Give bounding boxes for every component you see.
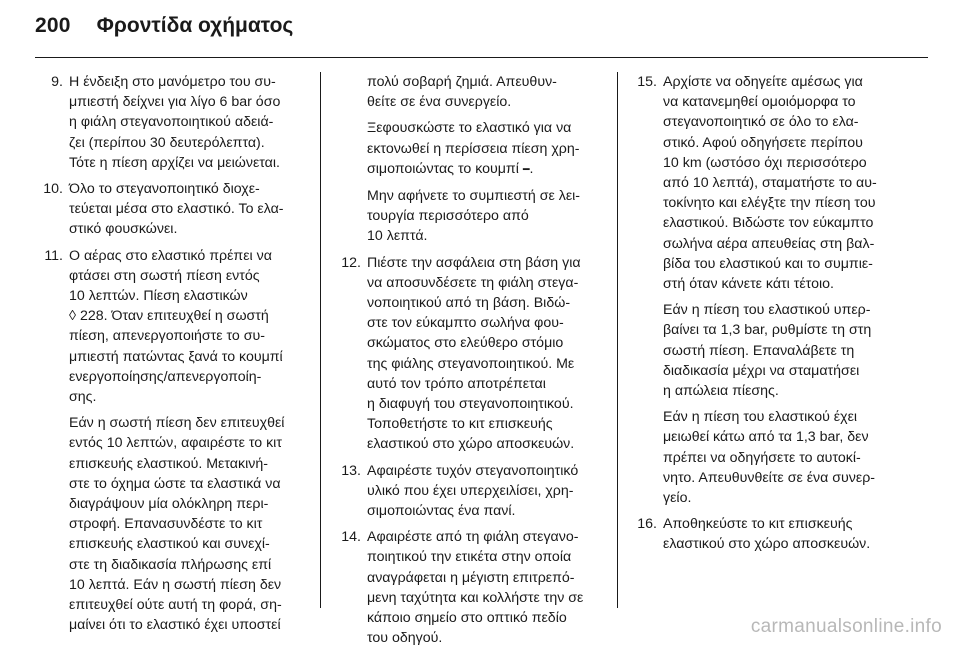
item-text: Αφαιρέστε από τη φιάλη στεγανο- ποιητικού την ετικέτα στην οποία αναγράφεται η μέγιστη επιτρεπό- μενη ταχύτητα και κολλήστε την σε κάποιο σημείο στο οπτικό πεδίο του οδηγού. [367, 529, 584, 647]
page-number: 200 [35, 14, 71, 37]
item-number: 16. [637, 516, 657, 533]
paragraph: πολύ σοβαρή ζημιά. Απευθυν- θείτε σε ένα συνεργείο. [367, 74, 557, 111]
item-number: 13. [341, 462, 361, 479]
item-text: Αποθηκεύστε το κιτ επισκευής ελαστικού στο χώρο αποσκευών. [663, 516, 871, 553]
page-reference-icon: ◊ [69, 308, 77, 325]
item-number: 14. [341, 529, 361, 546]
item-text: Όλο το στεγανοποιητικό διοχε- τεύεται μέσα στο ελαστικό. Το ελα- στικό φουσκώνει. [69, 181, 284, 238]
item-number: 12. [341, 254, 361, 271]
paragraph-part: . [529, 160, 534, 177]
watermark: carmanualsonline.info [750, 616, 942, 637]
list-item [629, 72, 904, 294]
list-item [35, 72, 310, 173]
item-text: Η ένδειξη στο μανόμετρο του συ- μπιεστή δείχνει για λίγο 6 bar όσο η φιάλη στεγανοποιητικού αδειά- ζει (περίπου 30 δευτερόλεπτα). Τότε η πίεση αρχίζει να μειώνεται. [69, 74, 281, 171]
item-text [69, 246, 310, 408]
item-number: 15. [637, 74, 657, 90]
list-item [333, 253, 605, 455]
list-item [629, 514, 904, 554]
list-item [35, 246, 310, 408]
item-text: Αρχίστε να οδηγείτε αμέσως για να κατανεμηθεί ομοιόμορφα το στεγανοποιητικό σε όλο το ελα- στικό. Αφού οδηγήσετε περίπου 10 km (ωστόσο όχι περισσότερο από 10 λεπτά), σταματήστε το αυ- τοκίνητο και ελέγξτε την πίεση του ελαστικού. Βιδώστε τον εύκαμπτο σωλήνα αέρα απευθείας στη βαλ- βίδα του ελαστικού και το συμπιε- στή όταν κάνετε κάτι τέτοιο. [663, 74, 877, 293]
list-item [333, 527, 605, 648]
column-1 [35, 72, 310, 641]
header-rule [35, 57, 928, 58]
item-number: 11. [44, 247, 63, 264]
page-title: Φροντίδα οχήματος [96, 14, 294, 37]
list-item [333, 461, 605, 522]
minus-button-icon: ━ [522, 163, 530, 176]
column-divider [320, 72, 321, 608]
paragraph: Εάν η πίεση του ελαστικού υπερ- βαίνει τα 1,3 bar, ρυθμίστε τη στη σωστή πίεση. Επαναλάβετε τη διαδικασία μέχρι να σταματήσει η απώλεια πίεσης. [663, 302, 872, 400]
page-header [35, 14, 293, 44]
paragraph: Εάν η σωστή πίεση δεν επιτευχθεί εντός 10 λεπτών, αφαιρέστε το κιτ επισκευής ελαστικού. Μετακινή- στε το όχημα ώστε τα ελαστικά να διαγράψουν μία ολόκληρη περι- στροφή. Επανασυνδέστε το κιτ επισκευής ελαστικού και συνεχί- στε τη διαδικασία πλήρωσης επί 10 λεπτά. Εάν η σωστή πίεση δεν επιτευχθεί ούτε αυτή τη φορά, ση- μαίνει ότι το ελαστικό έχει υποστεί [69, 415, 285, 634]
item-number: 10. [43, 181, 63, 198]
item-text: Αφαιρέστε τυχόν στεγανοποιητικό υλικό που έχει υπερχειλίσει, χρη- σιμοποιώντας ένα πανί. [367, 462, 579, 520]
item-text: Πιέστε την ασφάλεια στη βάση για να αποσυνδέσετε τη φιάλη στεγα- νοποιητικού από τη βάση. Βιδώ- στε τον εύκαμπτο σωλήνα φου- σκώματος στο ελεύθερο στόμιο της φιάλης στεγανοποιητικού. Με αυτό τον τρόπο αποτρέπεται η διαφυγή του στεγανοποιητικού. Τοποθετήστε το κιτ επισκευής ελαστικού στο χώρο αποσκευών. [367, 254, 581, 453]
list-item [35, 179, 310, 240]
column-divider [617, 72, 618, 608]
paragraph: Μην αφήνετε το συμπιεστή σε λει- τουργία περισσότερο από 10 λεπτά. [367, 188, 581, 245]
item-number: 9. [51, 74, 63, 90]
item-text-part: 228. Όταν επιτευχθεί η σωστή πίεση, απενεργοποιήστε το συ- μπιεστή πατώντας ξανά το κουμπί ενεργοποίησης/απενεργοποίη- σης. [69, 308, 283, 406]
paragraph-part: Ξεφουσκώστε το ελαστικό για να εκτονωθεί η περίσσεια πίεση χρη- σιμοποιώντας το κουμπί [367, 120, 580, 177]
paragraph: Εάν η πίεση του ελαστικού έχει μειωθεί κάτω από τα 1,3 bar, δεν πρέπει να οδηγήσετε το αυτοκί- νητο. Απευθυνθείτε σε ένα συνερ- γείο. [663, 409, 876, 507]
column-2 [333, 72, 605, 654]
paragraph [333, 118, 605, 180]
item-text-part: Ο αέρας στο ελαστικό πρέπει να φτάσει στη σωστή πίεση εντός 10 λεπτών. Πίεση ελαστικών [69, 247, 272, 305]
column-3 [629, 72, 904, 561]
